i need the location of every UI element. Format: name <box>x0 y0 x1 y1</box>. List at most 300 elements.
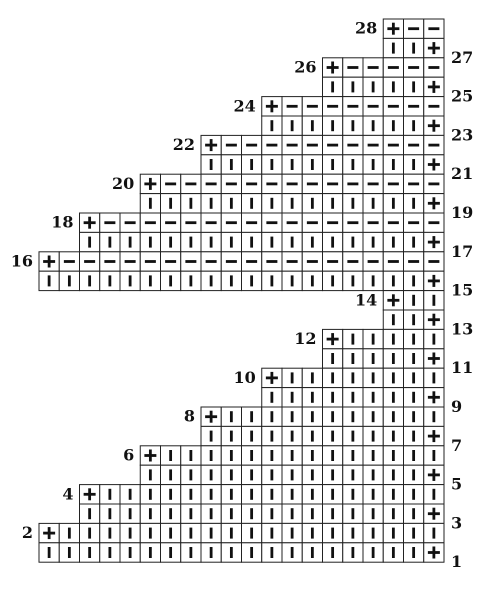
stitch-knit <box>201 426 221 445</box>
stitch-purl <box>242 252 262 271</box>
stitch-knit <box>302 116 322 135</box>
stitch-knit <box>323 426 343 445</box>
stitch-knit <box>363 504 383 523</box>
stitch-knit <box>140 271 160 290</box>
stitch-knit <box>363 407 383 426</box>
stitch-purl <box>323 135 343 154</box>
stitch-knit <box>242 543 262 562</box>
stitch-purl <box>323 213 343 232</box>
stitch-knit <box>404 194 424 213</box>
stitch-knit <box>323 232 343 251</box>
stitch-knit <box>424 368 444 387</box>
stitch-knit <box>221 543 241 562</box>
stitch-knit <box>323 523 343 542</box>
stitch-knit <box>201 446 221 465</box>
stitch-knit <box>100 523 120 542</box>
stitch-knit <box>161 543 181 562</box>
stitch-knit <box>242 465 262 484</box>
stitch-knit <box>120 485 140 504</box>
stitch-knit <box>302 368 322 387</box>
stitch-knit <box>424 329 444 348</box>
stitch-knit <box>363 368 383 387</box>
stitch-knit <box>282 368 302 387</box>
stitch-purl <box>282 174 302 193</box>
stitch-purl <box>100 213 120 232</box>
stitch-purl <box>282 135 302 154</box>
stitch-knit <box>404 388 424 407</box>
stitch-knit <box>383 232 403 251</box>
stitch-purl <box>323 97 343 116</box>
stitch-knit <box>343 349 363 368</box>
stitch-purl <box>120 213 140 232</box>
stitch-purl <box>262 213 282 232</box>
row-number-label: 12 <box>294 329 317 349</box>
stitch-knit <box>302 271 322 290</box>
stitch-knit <box>323 368 343 387</box>
stitch-purl <box>282 213 302 232</box>
stitch-purl <box>201 213 221 232</box>
stitch-purl <box>323 252 343 271</box>
stitch-knit <box>383 368 403 387</box>
stitch-knit <box>80 504 100 523</box>
stitch-knit <box>161 232 181 251</box>
stitch-knit <box>343 446 363 465</box>
row-number-label: 9 <box>451 397 463 416</box>
stitch-knit <box>343 485 363 504</box>
stitch-knit <box>161 485 181 504</box>
stitch-knit <box>100 543 120 562</box>
stitch-knit <box>59 523 79 542</box>
stitch-increase <box>424 271 444 290</box>
stitch-knit <box>383 504 403 523</box>
stitch-knit <box>201 194 221 213</box>
stitch-knit <box>323 77 343 96</box>
stitch-knit <box>181 543 201 562</box>
stitch-knit <box>343 116 363 135</box>
stitch-purl <box>302 213 322 232</box>
row-number-label: 8 <box>183 406 195 426</box>
stitch-knit <box>221 465 241 484</box>
stitch-increase <box>80 485 100 504</box>
stitch-knit <box>181 446 201 465</box>
stitch-purl <box>363 252 383 271</box>
stitch-increase <box>262 97 282 116</box>
stitch-purl <box>80 252 100 271</box>
stitch-purl <box>424 135 444 154</box>
stitch-knit <box>363 543 383 562</box>
stitch-knit <box>404 543 424 562</box>
chart-row-12 <box>294 329 444 349</box>
row-number-label: 2 <box>21 523 33 543</box>
stitch-knit <box>282 485 302 504</box>
stitch-knit <box>363 349 383 368</box>
stitch-knit <box>262 116 282 135</box>
stitch-knit <box>221 446 241 465</box>
row-number-label: 16 <box>10 251 33 271</box>
row-number-label: 3 <box>451 513 463 533</box>
stitch-purl <box>343 174 363 193</box>
stitch-knit <box>363 271 383 290</box>
stitch-knit <box>140 485 160 504</box>
stitch-knit <box>404 446 424 465</box>
stitch-knit <box>404 271 424 290</box>
stitch-knit <box>282 232 302 251</box>
stitch-increase <box>424 504 444 523</box>
stitch-knit <box>242 446 262 465</box>
stitch-increase <box>323 329 343 348</box>
stitch-purl <box>424 213 444 232</box>
stitch-knit <box>201 155 221 174</box>
stitch-knit <box>120 543 140 562</box>
stitch-knit <box>383 426 403 445</box>
stitch-knit <box>363 155 383 174</box>
row-number-label: 27 <box>451 47 474 67</box>
stitch-purl <box>201 252 221 271</box>
stitch-knit <box>383 485 403 504</box>
stitch-purl <box>343 58 363 77</box>
stitch-knit <box>120 232 140 251</box>
stitch-knit <box>282 543 302 562</box>
stitch-knit <box>343 368 363 387</box>
stitch-knit <box>100 485 120 504</box>
row-number-label: 11 <box>451 358 474 378</box>
stitch-purl <box>343 213 363 232</box>
stitch-purl <box>302 135 322 154</box>
stitch-knit <box>181 271 201 290</box>
stitch-knit <box>343 407 363 426</box>
stitch-knit <box>221 485 241 504</box>
stitch-increase <box>424 543 444 562</box>
stitch-knit <box>262 407 282 426</box>
stitch-knit <box>201 543 221 562</box>
row-number-label: 7 <box>451 435 463 455</box>
stitch-purl <box>404 252 424 271</box>
stitch-knit <box>282 407 302 426</box>
row-number-label: 6 <box>123 445 135 465</box>
stitch-knit <box>140 543 160 562</box>
chart-row-22 <box>173 135 444 155</box>
stitch-increase <box>80 213 100 232</box>
stitch-knit <box>404 310 424 329</box>
chart-row-10 <box>233 368 444 388</box>
stitch-purl <box>262 135 282 154</box>
stitch-knit <box>282 504 302 523</box>
stitch-knit <box>282 116 302 135</box>
row-number-label: 4 <box>62 484 74 504</box>
stitch-knit <box>242 504 262 523</box>
stitch-knit <box>343 388 363 407</box>
stitch-increase <box>424 194 444 213</box>
stitch-knit <box>302 155 322 174</box>
stitch-purl <box>120 252 140 271</box>
row-number-label: 14 <box>354 290 378 310</box>
stitch-knit <box>221 426 241 445</box>
stitch-purl <box>424 19 444 38</box>
stitch-knit <box>343 271 363 290</box>
row-number-label: 23 <box>451 125 474 145</box>
stitch-increase <box>383 291 403 310</box>
stitch-purl <box>323 174 343 193</box>
row-number-label: 15 <box>451 280 474 300</box>
stitch-purl <box>424 174 444 193</box>
stitch-knit <box>363 388 383 407</box>
row-number-label: 1 <box>451 552 463 572</box>
stitch-knit <box>323 485 343 504</box>
stitch-knit <box>343 77 363 96</box>
stitch-purl <box>383 174 403 193</box>
stitch-purl <box>242 213 262 232</box>
stitch-knit <box>363 446 383 465</box>
stitch-knit <box>404 38 424 57</box>
chart-row-8 <box>184 407 444 427</box>
stitch-knit <box>161 271 181 290</box>
stitch-knit <box>404 77 424 96</box>
stitch-knit <box>343 329 363 348</box>
stitch-knit <box>363 77 383 96</box>
row-number-label: 22 <box>172 135 195 155</box>
stitch-purl <box>404 135 424 154</box>
chart-row-2 <box>22 523 444 543</box>
stitch-knit <box>404 465 424 484</box>
stitch-knit <box>221 194 241 213</box>
stitch-increase <box>383 19 403 38</box>
stitch-increase <box>424 426 444 445</box>
stitch-knit <box>262 155 282 174</box>
stitch-knit <box>343 523 363 542</box>
stitch-knit <box>323 116 343 135</box>
stitch-purl <box>161 252 181 271</box>
stitch-knit <box>181 504 201 523</box>
stitch-knit <box>282 194 302 213</box>
stitch-knit <box>404 232 424 251</box>
stitch-purl <box>424 58 444 77</box>
stitch-purl <box>343 97 363 116</box>
stitch-knit <box>282 523 302 542</box>
stitch-purl <box>343 135 363 154</box>
stitch-increase <box>424 232 444 251</box>
stitch-increase <box>424 38 444 57</box>
stitch-increase <box>323 58 343 77</box>
stitch-knit <box>221 271 241 290</box>
chart-row-26 <box>294 58 444 78</box>
chart-row-20 <box>112 174 444 194</box>
stitch-purl <box>404 58 424 77</box>
stitch-knit <box>383 310 403 329</box>
chart-row-28 <box>355 19 444 39</box>
stitch-knit <box>383 388 403 407</box>
stitch-knit <box>201 485 221 504</box>
stitch-purl <box>424 97 444 116</box>
chart-row-24 <box>233 96 444 116</box>
stitch-purl <box>262 174 282 193</box>
stitch-knit <box>343 155 363 174</box>
stitch-knit <box>282 155 302 174</box>
stitch-knit <box>181 485 201 504</box>
stitch-knit <box>262 523 282 542</box>
stitch-knit <box>262 271 282 290</box>
row-number-label: 13 <box>451 319 474 339</box>
stitch-knit <box>424 291 444 310</box>
stitch-knit <box>100 504 120 523</box>
stitch-knit <box>161 504 181 523</box>
stitch-knit <box>404 504 424 523</box>
stitch-increase <box>262 368 282 387</box>
stitch-knit <box>282 271 302 290</box>
stitch-increase <box>140 174 160 193</box>
stitch-purl <box>302 174 322 193</box>
stitch-purl <box>140 252 160 271</box>
stitch-knit <box>383 116 403 135</box>
stitch-knit <box>161 194 181 213</box>
stitch-purl <box>282 252 302 271</box>
row-number-label: 18 <box>51 212 74 232</box>
stitch-knit <box>343 504 363 523</box>
stitch-knit <box>201 523 221 542</box>
stitch-purl <box>363 97 383 116</box>
stitch-knit <box>80 523 100 542</box>
stitch-knit <box>343 543 363 562</box>
stitch-increase <box>424 349 444 368</box>
stitch-knit <box>343 426 363 445</box>
stitch-knit <box>181 523 201 542</box>
stitch-knit <box>282 388 302 407</box>
stitch-knit <box>242 407 262 426</box>
stitch-knit <box>404 426 424 445</box>
stitch-knit <box>302 388 322 407</box>
stitch-knit <box>343 194 363 213</box>
stitch-knit <box>140 465 160 484</box>
stitch-purl <box>282 97 302 116</box>
stitch-knit <box>323 349 343 368</box>
stitch-knit <box>404 116 424 135</box>
stitch-knit <box>363 116 383 135</box>
stitch-knit <box>221 232 241 251</box>
stitch-knit <box>242 523 262 542</box>
stitch-knit <box>302 407 322 426</box>
stitch-knit <box>242 194 262 213</box>
row-number-label: 19 <box>451 203 474 222</box>
stitch-knit <box>404 407 424 426</box>
stitch-knit <box>262 232 282 251</box>
stitch-knit <box>323 155 343 174</box>
stitch-increase <box>424 388 444 407</box>
stitch-purl <box>181 174 201 193</box>
stitch-purl <box>100 252 120 271</box>
stitch-knit <box>343 465 363 484</box>
stitch-knit <box>302 465 322 484</box>
stitch-knit <box>383 194 403 213</box>
stitch-purl <box>363 174 383 193</box>
stitch-knit <box>242 485 262 504</box>
stitch-purl <box>221 213 241 232</box>
stitch-knit <box>424 446 444 465</box>
row-number-label: 20 <box>111 173 135 193</box>
stitch-increase <box>39 252 59 271</box>
stitch-purl <box>59 252 79 271</box>
stitch-knit <box>383 523 403 542</box>
stitch-knit <box>424 523 444 542</box>
row-number-label: 5 <box>451 474 463 494</box>
stitch-purl <box>201 174 221 193</box>
row-number-label: 26 <box>294 57 317 77</box>
stitch-knit <box>201 232 221 251</box>
stitch-knit <box>302 485 322 504</box>
stitch-increase <box>140 446 160 465</box>
stitch-knit <box>242 426 262 445</box>
stitch-knit <box>383 465 403 484</box>
stitch-knit <box>363 485 383 504</box>
stitch-knit <box>221 407 241 426</box>
stitch-knit <box>140 232 160 251</box>
stitch-knit <box>404 291 424 310</box>
stitch-knit <box>262 504 282 523</box>
stitch-knit <box>161 465 181 484</box>
stitch-knit <box>383 407 403 426</box>
stitch-knit <box>140 194 160 213</box>
stitch-knit <box>383 38 403 57</box>
stitch-knit <box>120 271 140 290</box>
stitch-knit <box>383 271 403 290</box>
chart-row-18 <box>51 213 444 233</box>
stitch-knit <box>161 446 181 465</box>
stitch-knit <box>424 407 444 426</box>
stitch-knit <box>363 232 383 251</box>
stitch-knit <box>323 465 343 484</box>
row-number-label: 10 <box>233 367 256 387</box>
stitch-purl <box>221 174 241 193</box>
stitch-knit <box>39 543 59 562</box>
stitch-knit <box>140 504 160 523</box>
stitch-knit <box>242 155 262 174</box>
stitch-purl <box>424 252 444 271</box>
stitch-knit <box>262 485 282 504</box>
stitch-knit <box>383 446 403 465</box>
stitch-increase <box>424 155 444 174</box>
stitch-knit <box>302 543 322 562</box>
chart-row-1 <box>39 543 462 571</box>
chart-row-6 <box>123 446 444 466</box>
stitch-knit <box>100 271 120 290</box>
stitch-purl <box>363 213 383 232</box>
stitch-increase <box>201 135 221 154</box>
stitch-knit <box>363 523 383 542</box>
stitch-knit <box>181 194 201 213</box>
stitch-knit <box>383 155 403 174</box>
stitch-knit <box>161 523 181 542</box>
stitch-purl <box>242 174 262 193</box>
stitch-knit <box>201 271 221 290</box>
stitch-purl <box>242 135 262 154</box>
stitch-knit <box>201 465 221 484</box>
stitch-knit <box>242 271 262 290</box>
stitch-knit <box>282 446 302 465</box>
stitch-knit <box>404 523 424 542</box>
stitch-knit <box>302 232 322 251</box>
stitch-purl <box>302 252 322 271</box>
stitch-knit <box>323 194 343 213</box>
chart-row-4 <box>62 484 444 504</box>
stitch-purl <box>181 213 201 232</box>
stitch-knit <box>282 426 302 445</box>
stitch-purl <box>161 174 181 193</box>
stitch-purl <box>262 252 282 271</box>
stitch-knit <box>80 271 100 290</box>
row-number-label: 17 <box>451 241 474 261</box>
stitch-purl <box>383 97 403 116</box>
stitch-purl <box>383 252 403 271</box>
row-number-label: 24 <box>233 96 256 116</box>
stitch-purl <box>343 252 363 271</box>
